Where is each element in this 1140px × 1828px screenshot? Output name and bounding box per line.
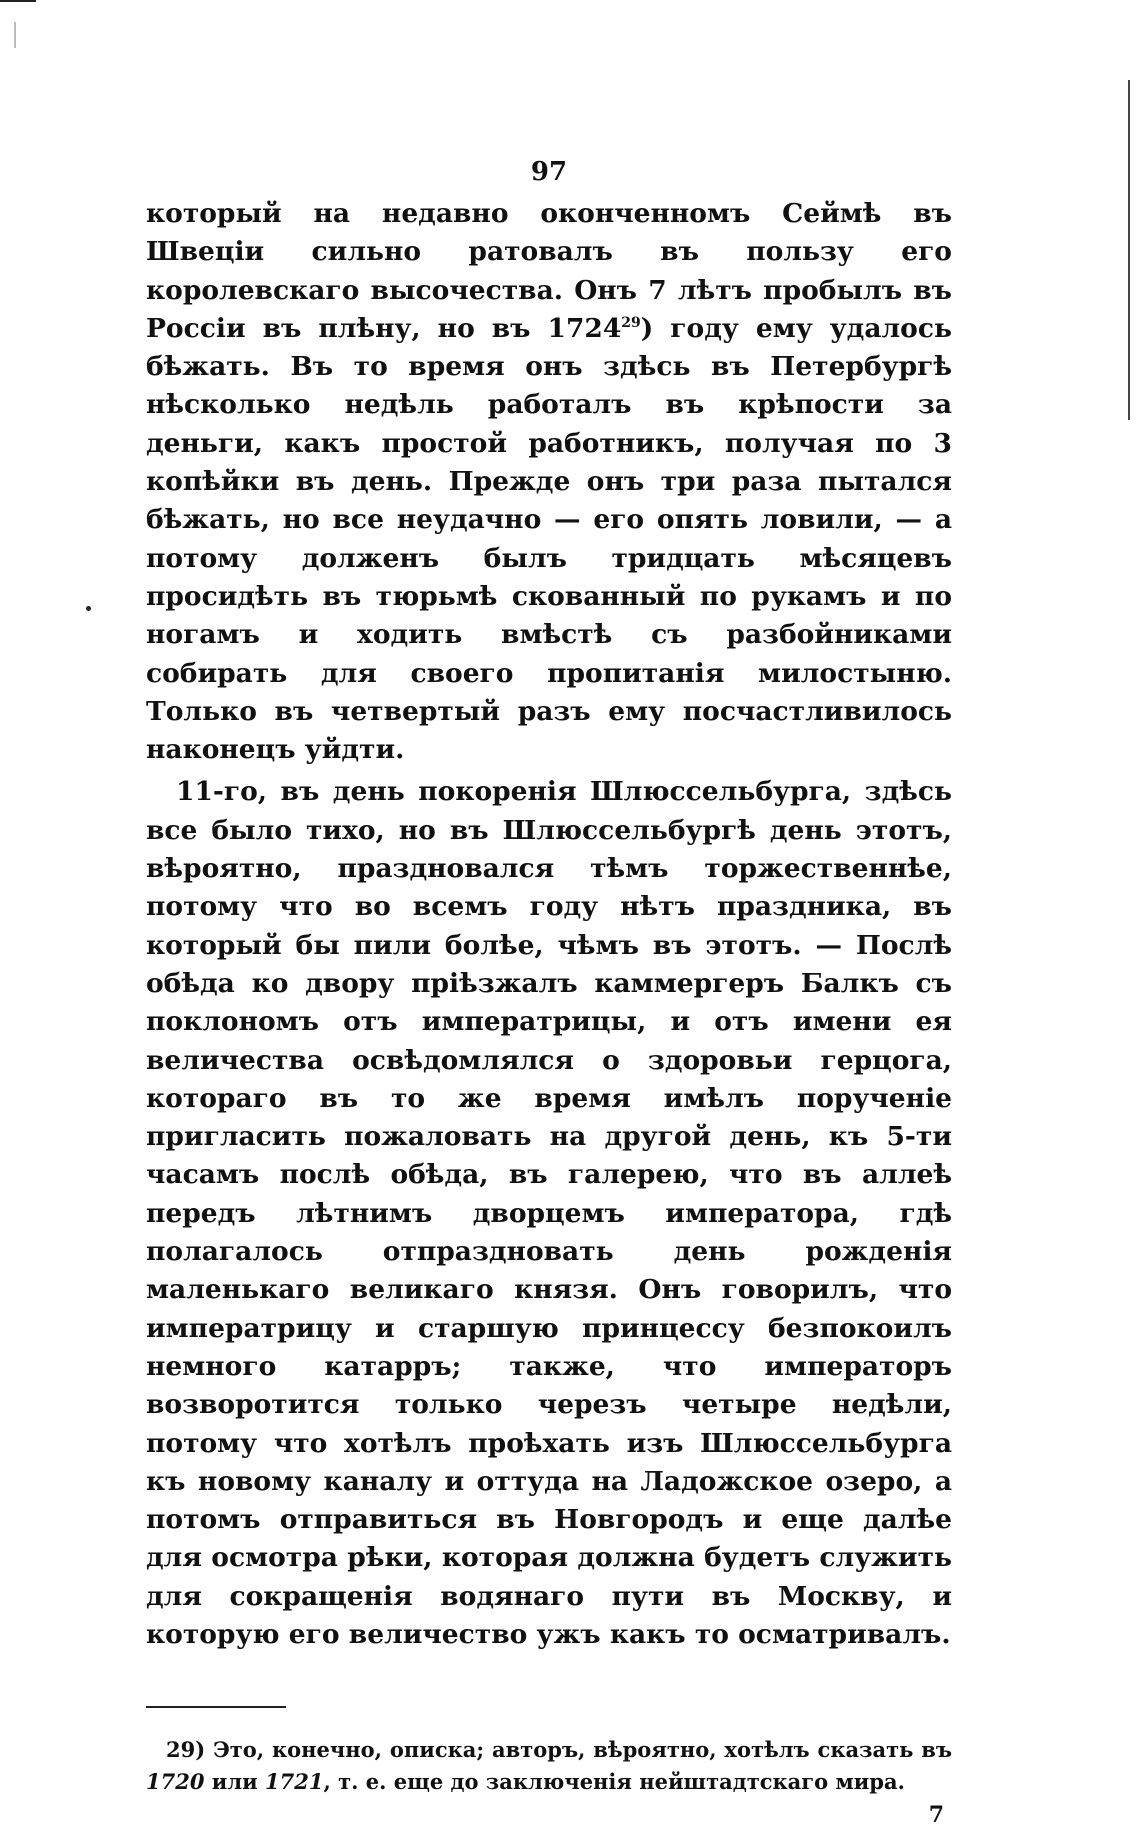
scan-edge-mark — [14, 22, 16, 48]
footnote-year: 1720 — [146, 1769, 205, 1795]
scan-edge-mark — [1128, 80, 1130, 420]
footnote-year: 1721 — [265, 1769, 324, 1795]
footnote-reference[interactable]: 29 — [621, 314, 641, 331]
footnote-separator — [146, 1706, 286, 1708]
scan-edge-mark — [0, 0, 36, 2]
footnote-text: или — [204, 1769, 266, 1795]
book-page — [146, 155, 952, 1828]
paragraph: 11-го, въ день покоренія Шлюссельбурга, здѣсь все было тихо, но въ Шлюссельбургѣ день этотъ, вѣроятно, праздновался тѣмъ торжественнѣе, потому что во всемъ году нѣтъ праздника, въ который бы пили болѣе, чѣмъ въ этотъ. — Послѣ обѣда ко двору пріѣзжалъ каммергеръ Балкъ съ поклономъ отъ императрицы, и отъ имени ея величества освѣдомлялся о здоровьи герцога, котораго въ то же время имѣлъ порученіе пригласить пожаловать на другой день, къ 5-ти часамъ послѣ обѣда, въ галерею, что въ аллеѣ передъ лѣтнимъ дворцемъ императора, гдѣ полагалось отпраздновать день рожденія маленькаго великаго князя. Онъ говорилъ, что императрицу и старшую принцессу безпокоилъ немного катарръ; также, что императоръ возворотится только черезъ четыре недѣли, потому что хотѣлъ проѣхать изъ Шлюссельбурга къ новому каналу и оттуда на Ладожское озеро, а потомъ отправиться въ Новгородъ и еще далѣе для осмотра рѣки, которая должна будетъ служить для сокращенія водянаго пути въ Москву, и которую его величество ужъ какъ то осматривалъ. — [146, 776, 952, 1650]
paragraph — [146, 195, 952, 769]
footnote-text: , т. е. еще до заключенія нейштадтскаго мира. — [323, 1769, 905, 1795]
footnote-marker: 29) — [166, 1737, 206, 1763]
signature-mark: 7 — [928, 1802, 944, 1828]
paragraph-text: ) году ему удалось бѣжать. Въ то время онъ здѣсь въ Петербургѣ нѣсколько недѣль работалъ въ крѣпости за деньги, какъ простой работникъ, получая по 3 копѣйки въ день. Прежде онъ три раза пытался бѣжать, но все неудачно — его опять ловили, — а потому долженъ былъ тридцать мѣсяцевъ просидѣть въ тюрьмѣ скованный по рукамъ и по ногамъ и ходить вмѣстѣ съ разбойниками собирать для своего пропитанія милостыню. Только въ четвертый разъ ему посчастливилось наконецъ уйдти. — [146, 312, 952, 766]
paragraph-text: который на недавно оконченномъ Сеймѣ въ Швеціи сильно ратовалъ въ пользу его королевскаго высочества. Онъ 7 лѣтъ пробылъ въ Россіи въ плѣну, но въ 1724 — [146, 198, 952, 344]
page-number: 97 — [530, 157, 568, 187]
scan-speck — [86, 606, 91, 611]
footnote-text: Это, конечно, описка; авторъ, вѣроятно, хотѣлъ сказать въ — [205, 1737, 952, 1763]
footnote — [146, 1734, 952, 1798]
